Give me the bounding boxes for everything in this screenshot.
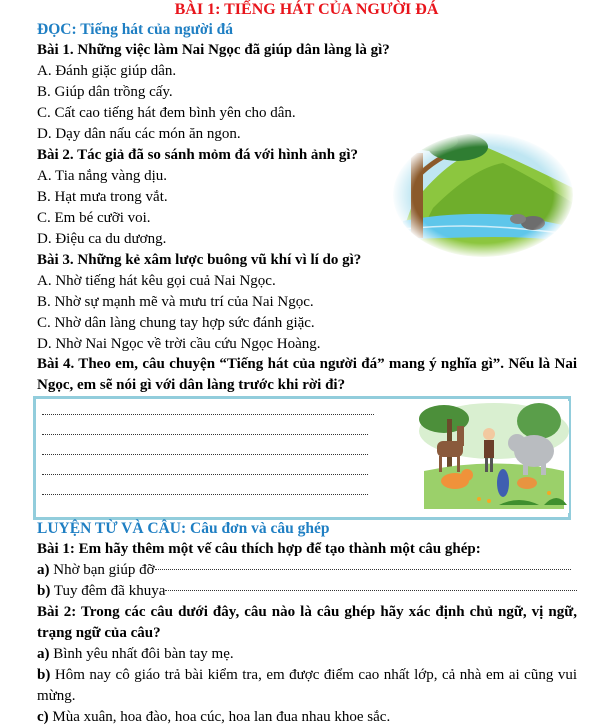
answer-line-3[interactable] (42, 454, 368, 455)
grammar-section-title: LUYỆN TỪ VÀ CÂU: Câu đơn và câu ghép (37, 520, 330, 537)
answer-line-1[interactable] (42, 414, 374, 415)
ex2-item-a-text: Bình yêu nhất đôi bàn tay mẹ. (49, 646, 234, 662)
ex1-item-b-text: Tuy đêm đã khuya (50, 583, 166, 599)
ex1-item-b (37, 581, 577, 602)
question-4: Bài 4. Theo em, câu chuyện “Tiếng hát của người đá” mang ý nghĩa gì”. Nếu là Nai Ngọc, em sẽ nói gì với dân làng trước khi rời đi? (37, 356, 577, 393)
ex2-item-c-text: Mùa xuân, hoa đào, hoa cúc, hoa lan đua nhau khoe sắc. (48, 709, 391, 725)
grammar-exercise-2: Bài 2: Trong các câu dưới đây, câu nào là câu ghép hãy xác định chủ ngữ, vị ngữ, trạng ngữ của câu? (37, 604, 577, 641)
q2-option-b: B. Hạt mưa trong vắt. (37, 189, 168, 205)
question-1: Bài 1. Những việc làm Nai Ngọc đã giúp dân làng là gì? (37, 42, 390, 58)
q3-option-a: A. Nhờ tiếng hát kêu gọi cuả Nai Ngọc. (37, 273, 276, 289)
q1-option-c: C. Cất cao tiếng hát đem bình yên cho dân. (37, 105, 296, 121)
q3-option-d: D. Nhờ Nai Ngọc về trời cầu cứu Ngọc Hoàng. (37, 336, 321, 352)
question-2: Bài 2. Tác giả đã so sánh mỏm đá với hình ảnh gì? (37, 147, 359, 163)
q3-option-c: C. Nhờ dân làng chung tay hợp sức đánh giặc. (37, 315, 315, 331)
ex1-item-a (37, 560, 571, 581)
ex1-item-a-letter: a) (37, 562, 50, 578)
answer-line-2[interactable] (42, 434, 368, 435)
river-landscape-image (393, 133, 573, 257)
ex2-item-b-text: Hôm nay cô giáo trả bài kiểm tra, em được điểm cao nhất lớp, cả nhà em ai cũng vui mừng. (37, 667, 577, 704)
ex2-item-b (37, 665, 577, 707)
ex2-item-b-letter: b) (37, 667, 51, 683)
ex2-item-a-letter: a) (37, 646, 50, 662)
ex2-item-c-letter: c) (37, 709, 49, 725)
ex1-item-a-fill-line[interactable] (155, 569, 571, 570)
grammar-exercise-1: Bài 1: Em hãy thêm một vế câu thích hợp để tạo thành một câu ghép: (37, 541, 481, 557)
answer-line-4[interactable] (42, 474, 368, 475)
q1-option-d: D. Dạy dân nấu các món ăn ngon. (37, 126, 241, 142)
ex1-item-b-fill-line[interactable] (165, 590, 577, 591)
ex2-item-a (37, 644, 234, 665)
q1-option-b: B. Giúp dân trồng cấy. (37, 84, 173, 100)
answer-line-5[interactable] (42, 494, 368, 495)
q2-option-d: D. Điệu ca du dương. (37, 231, 167, 247)
page-title: BÀI 1: TIẾNG HÁT CỦA NGƯỜI ĐÁ (174, 1, 439, 18)
ex1-item-b-letter: b) (37, 583, 51, 599)
reading-section-title: ĐỌC: Tiếng hát của người đá (37, 21, 234, 38)
q2-option-c: C. Em bé cưỡi voi. (37, 210, 151, 226)
question-3: Bài 3. Những kẻ xâm lược buông vũ khí vì lí do gì? (37, 252, 362, 268)
ex1-item-a-text: Nhờ bạn giúp đỡ (49, 562, 155, 578)
q3-option-b: B. Nhờ sự mạnh mẽ và mưu trí của Nai Ngọc. (37, 294, 314, 310)
answer-box[interactable] (33, 396, 571, 520)
q2-option-a: A. Tia nắng vàng dịu. (37, 168, 168, 184)
boy-with-animals-image (419, 401, 569, 513)
q1-option-a: A. Đánh giặc giúp dân. (37, 63, 177, 79)
